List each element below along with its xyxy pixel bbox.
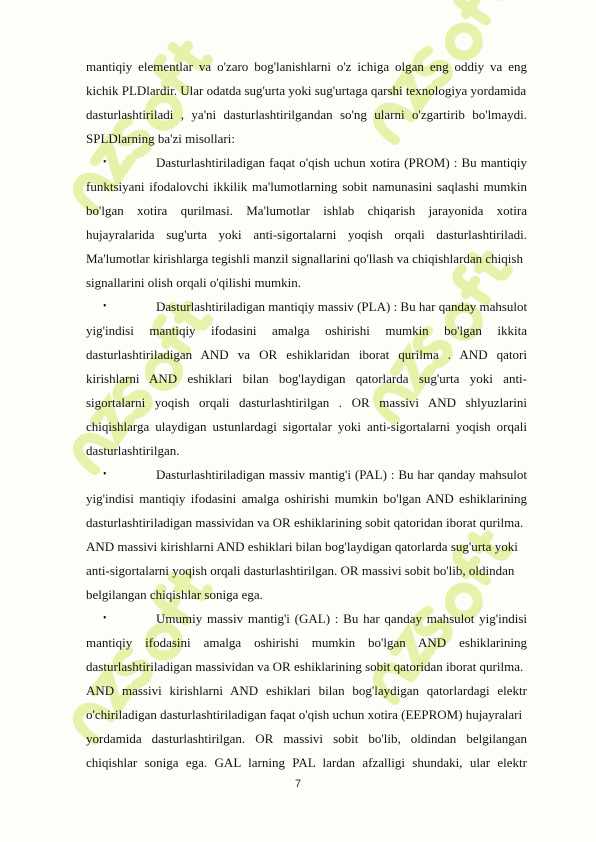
text-line: kirishlarni AND eshiklari bilan bog'laydigan qatorlarda sug'urta yoki anti-: [86, 371, 527, 386]
list-bullet: •: [103, 157, 107, 168]
text-line: kichik PLDlardir. Ular odatda sug'urta yoki sug'urtaga qarshi texnologiya yordamida: [86, 83, 527, 98]
bullet-text-line: Umumiy massiv mantig'i (GAL) : Bu har qanday mahsulot yig'indisi: [156, 611, 527, 626]
text-line: dasturlashtiriladigan AND va OR eshiklaridan iborat qurilma . AND qatori: [86, 347, 527, 362]
text-line: yordamida dasturlashtirilgan. OR massivi sobit bo'lib, oldindan belgilangan: [86, 731, 527, 746]
text-line: o'chiriladigan dasturlashtiriladigan faqat o'qish uchun xotira (EEPROM) hujayralari: [86, 707, 523, 722]
text-line: SPLDlarning ba'zi misollari:: [86, 131, 235, 146]
text-line: bo'lgan xotira qurilmasi. Ma'lumotlar ishlab chiqarish jarayonida xotira: [86, 203, 527, 218]
text-line: dasturlashtiriladigan massividan va OR eshiklarining sobit qatoridan iborat qurilma.: [86, 659, 524, 674]
text-line: yig'indisi mantiqiy ifodasini amalga oshirishi mumkin bo'lgan AND eshiklarining: [86, 491, 527, 506]
text-line: dasturlashtiriladigan massividan va OR eshiklarining sobit qatoridan iborat qurilma.: [86, 515, 524, 530]
text-line: anti-sigortalarni yoqish orqali dasturlashtirilgan. OR massivi sobit bo'lib, oldindan: [86, 563, 515, 578]
page-number: 7: [294, 778, 302, 790]
text-line: belgilangan chiqishlar soniga ega.: [86, 587, 263, 602]
text-line: sigortalarni yoqish orqali dasturlashtirilgan . OR massivi AND shlyuzlarini: [86, 395, 527, 410]
text-line: mantiqiy ifodasini amalga oshirishi mumkin bo'lgan AND eshiklarining: [86, 635, 527, 650]
bullet-text-line: Dasturlashtiriladigan faqat o'qish uchun xotira (PROM) : Bu mantiqiy: [156, 155, 527, 170]
text-line: AND massivi kirishlarni AND eshiklari bilan bog'laydigan qatorlardagi elektr: [86, 683, 527, 698]
list-bullet: •: [103, 613, 107, 624]
text-line: funktsiyani ifodalovchi ikkilik ma'lumotlarning sobit namunasini saqlashi mumkin: [86, 179, 527, 194]
list-bullet: •: [103, 301, 107, 312]
text-line: dasturlashtiriladi , ya'ni dasturlashtirilgandan so'ng ularni o'zgartirib bo'lmaydi.: [86, 107, 527, 122]
text-line: chiqishlarga ulaydigan ustunlardagi sigortalar yoki anti-sigortalarni yoqish orqali: [86, 419, 527, 434]
text-line: signallarini olish orqali o'qilishi mumkin.: [86, 275, 302, 290]
text-line: Ma'lumotlar kirishlarga tegishli manzil signallarini qo'llash va chiqishlardan chiqish: [86, 251, 523, 266]
list-bullet: •: [103, 469, 107, 480]
text-line: chiqishlar soniga ega. GAL larning PAL lardan afzalligi shundaki, ular elektr: [86, 755, 527, 770]
text-line: dasturlashtirilgan.: [86, 443, 180, 458]
text-line: AND massivi kirishlarni AND eshiklari bilan bog'laydigan qatorlarda sug'urta yoki: [86, 539, 518, 554]
text-line: mantiqiy elementlar va o'zaro bog'lanishlarni o'z ichiga olgan eng oddiy va eng: [86, 59, 527, 74]
text-line: hujayralarida sug'urta yoki anti-sigortalarni yoqish orqali dasturlashtiriladi.: [86, 227, 527, 242]
bullet-text-line: Dasturlashtiriladigan mantiqiy massiv (PLA) : Bu har qanday mahsulot: [156, 299, 528, 314]
bullet-text-line: Dasturlashtiriladigan massiv mantig'i (PAL) : Bu har qanday mahsulot: [156, 467, 527, 482]
text-line: yig'indisi mantiqiy ifodasini amalga oshirishi mumkin bo'lgan ikkita: [86, 323, 527, 338]
